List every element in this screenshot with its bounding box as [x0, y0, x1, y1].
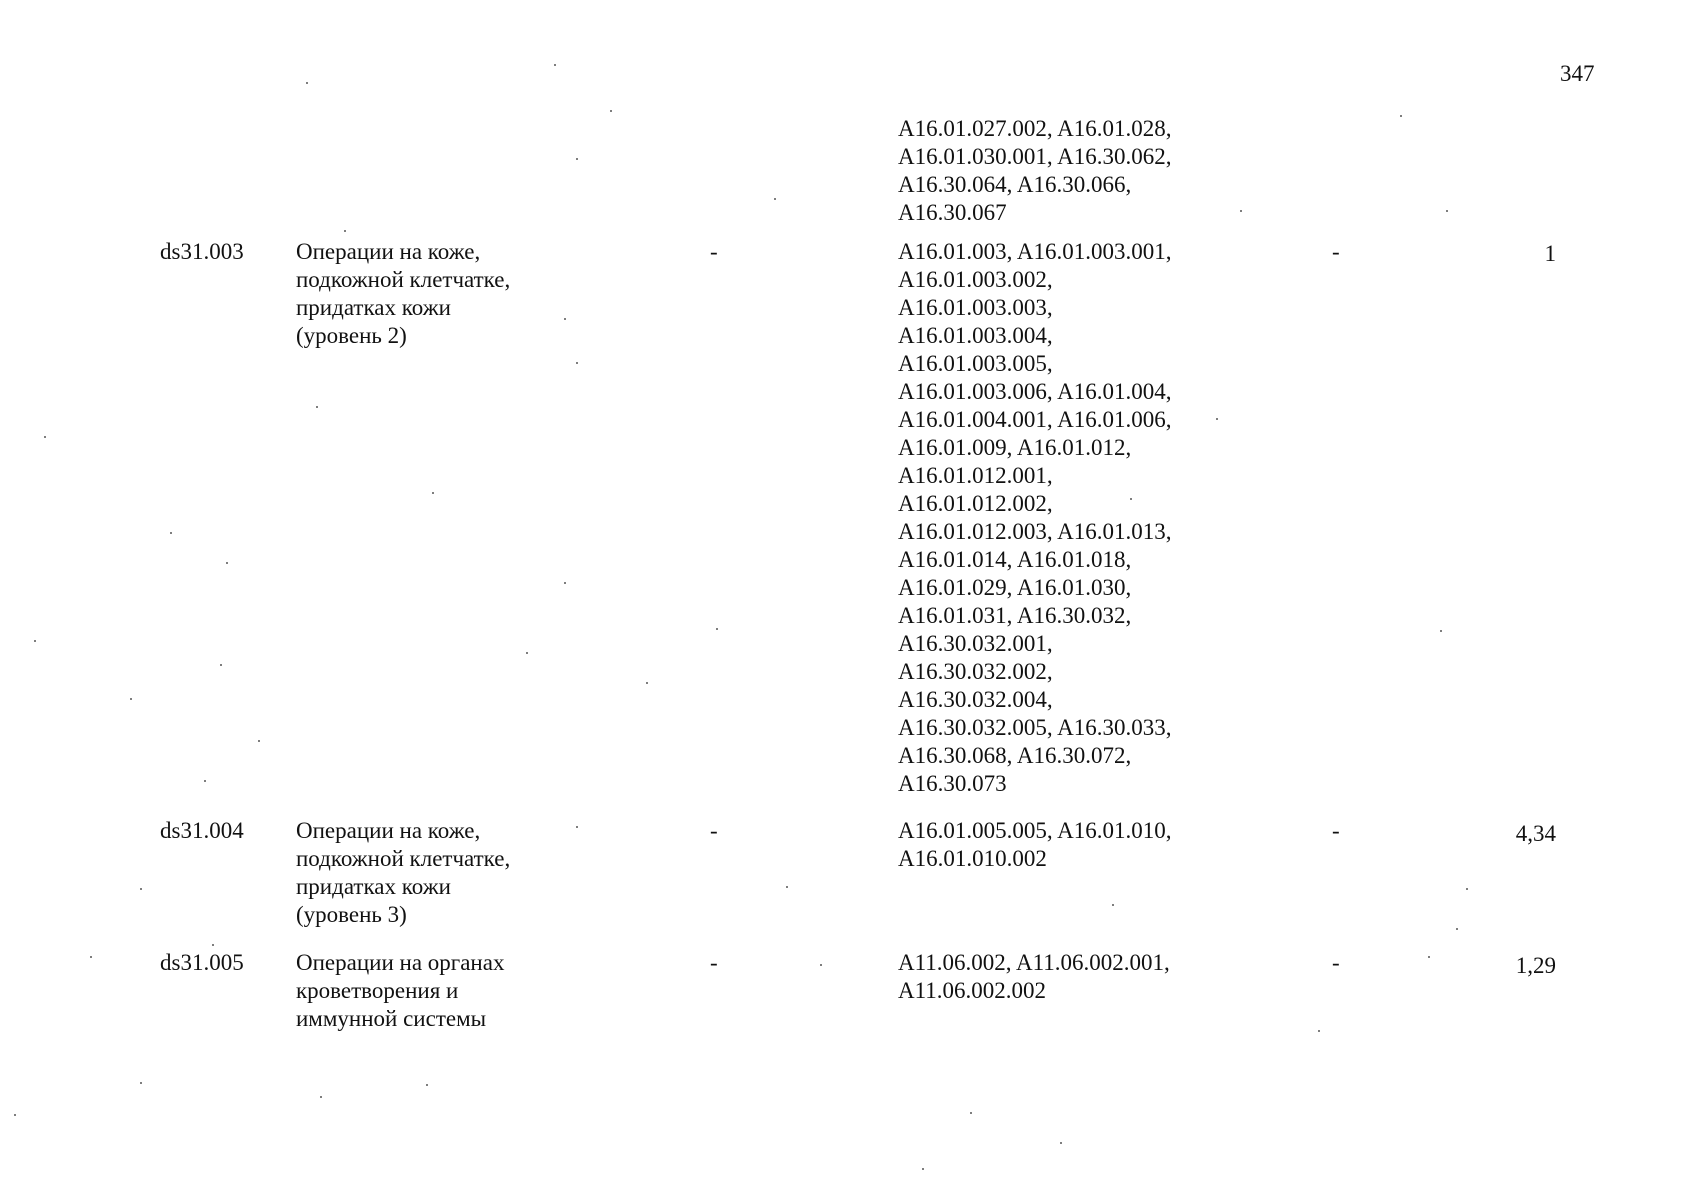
code-line: A16.01.012.001,	[898, 463, 1053, 488]
code-line: A16.30.032.005, A16.30.033,	[898, 715, 1172, 740]
row-col5: -	[1332, 818, 1340, 843]
code-line: A16.01.030.001, A16.30.062,	[898, 144, 1172, 169]
scan-speck	[820, 964, 822, 966]
code-line: A16.01.012.003, A16.01.013,	[898, 519, 1172, 544]
code-line: A16.01.003.003,	[898, 295, 1053, 320]
code-line: A16.01.029, A16.01.030,	[898, 575, 1132, 600]
code-line: A16.30.032.004,	[898, 687, 1053, 712]
name-line: Операции на органах	[296, 950, 505, 975]
scan-speck	[432, 492, 434, 494]
code-line: A16.30.073	[898, 771, 1007, 796]
scan-speck	[204, 780, 206, 782]
code-line: A16.01.010.002	[898, 846, 1047, 871]
code-line: A11.06.002, A11.06.002.001,	[898, 950, 1170, 975]
scan-speck	[344, 230, 346, 232]
scan-speck	[576, 826, 578, 828]
scan-speck	[90, 956, 92, 958]
code-line: A16.30.064, A16.30.066,	[898, 172, 1132, 197]
scan-speck	[130, 698, 132, 700]
page-number: 347	[1560, 61, 1595, 86]
code-line: A16.30.067	[898, 200, 1007, 225]
code-line: A16.01.005.005, A16.01.010,	[898, 818, 1172, 843]
scan-speck	[1428, 956, 1430, 958]
row-col3: -	[710, 818, 718, 843]
code-line: A16.01.031, A16.30.032,	[898, 603, 1132, 628]
row-name	[296, 817, 510, 929]
row-col5: -	[1332, 950, 1340, 975]
row-code: ds31.004	[160, 818, 244, 843]
row-name	[296, 238, 510, 350]
continuation-codes-cell	[898, 115, 1171, 227]
scan-speck	[1060, 1142, 1062, 1144]
scan-speck	[1112, 904, 1114, 906]
scan-speck	[554, 64, 556, 66]
scan-speck	[1240, 210, 1242, 212]
row-col3: -	[710, 239, 718, 264]
scan-speck	[220, 664, 222, 666]
code-line: A16.01.003.005,	[898, 351, 1053, 376]
scan-speck	[1466, 888, 1468, 890]
row-code: ds31.005	[160, 950, 244, 975]
scan-speck	[716, 628, 718, 630]
scan-speck	[774, 198, 776, 200]
scan-speck	[212, 944, 214, 946]
row-coefficient: 1	[1544, 241, 1556, 266]
name-line: иммунной системы	[296, 1006, 487, 1031]
scan-speck	[306, 82, 308, 84]
row-coefficient: 1,29	[1515, 953, 1556, 978]
name-line: придатках кожи	[296, 295, 451, 320]
name-line: кроветворения и	[296, 978, 459, 1003]
name-line: придатках кожи	[296, 874, 451, 899]
code-line: A16.01.014, A16.01.018,	[898, 547, 1132, 572]
code-line: A16.01.027.002, A16.01.028,	[898, 116, 1172, 141]
scan-speck	[922, 1168, 924, 1170]
code-line: A16.01.003.006, A16.01.004,	[898, 379, 1172, 404]
scan-speck	[140, 1082, 142, 1084]
code-line: A11.06.002.002	[898, 978, 1047, 1003]
code-line: A16.30.032.001,	[898, 631, 1053, 656]
scan-speck	[258, 740, 260, 742]
scan-speck	[1446, 210, 1448, 212]
scan-speck	[1130, 498, 1132, 500]
scan-speck	[970, 1112, 972, 1114]
code-line: A16.01.012.002,	[898, 491, 1053, 516]
scan-speck	[44, 436, 46, 438]
scan-speck	[14, 1114, 16, 1116]
scan-speck	[786, 886, 788, 888]
scan-speck	[426, 1084, 428, 1086]
code-line: A16.01.003, A16.01.003.001,	[898, 239, 1172, 264]
name-line: Операции на коже,	[296, 239, 481, 264]
scan-speck	[526, 652, 528, 654]
row-codes	[898, 238, 1171, 798]
scan-speck	[576, 362, 578, 364]
row-coefficient: 4,34	[1515, 821, 1556, 846]
scan-speck	[610, 110, 612, 112]
row-codes	[898, 949, 1170, 1005]
row-col3: -	[710, 950, 718, 975]
scan-speck	[564, 582, 566, 584]
name-line: подкожной клетчатке,	[296, 846, 511, 871]
scan-speck	[140, 888, 142, 890]
name-line: Операции на коже,	[296, 818, 481, 843]
row-codes	[898, 817, 1171, 873]
row-code: ds31.003	[160, 239, 244, 264]
row-col5: -	[1332, 239, 1340, 264]
scan-speck	[576, 158, 578, 160]
code-line: A16.01.004.001, A16.01.006,	[898, 407, 1172, 432]
code-line: A16.30.068, A16.30.072,	[898, 743, 1132, 768]
scan-speck	[320, 1096, 322, 1098]
code-line: A16.01.009, A16.01.012,	[898, 435, 1132, 460]
scan-speck	[316, 406, 318, 408]
scan-speck	[226, 562, 228, 564]
scan-speck	[170, 532, 172, 534]
scan-speck	[1400, 115, 1402, 117]
scan-speck	[1456, 928, 1458, 930]
scan-speck	[1216, 418, 1218, 420]
code-line: A16.01.003.002,	[898, 267, 1053, 292]
scan-speck	[1440, 630, 1442, 632]
row-name	[296, 949, 504, 1033]
name-line: (уровень 2)	[296, 323, 407, 348]
name-line: подкожной клетчатке,	[296, 267, 511, 292]
code-line: A16.01.003.004,	[898, 323, 1053, 348]
scan-speck	[1318, 1030, 1320, 1032]
scan-speck	[564, 318, 566, 320]
code-line: A16.30.032.002,	[898, 659, 1053, 684]
scan-speck	[34, 640, 36, 642]
scan-speck	[646, 682, 648, 684]
name-line: (уровень 3)	[296, 902, 407, 927]
